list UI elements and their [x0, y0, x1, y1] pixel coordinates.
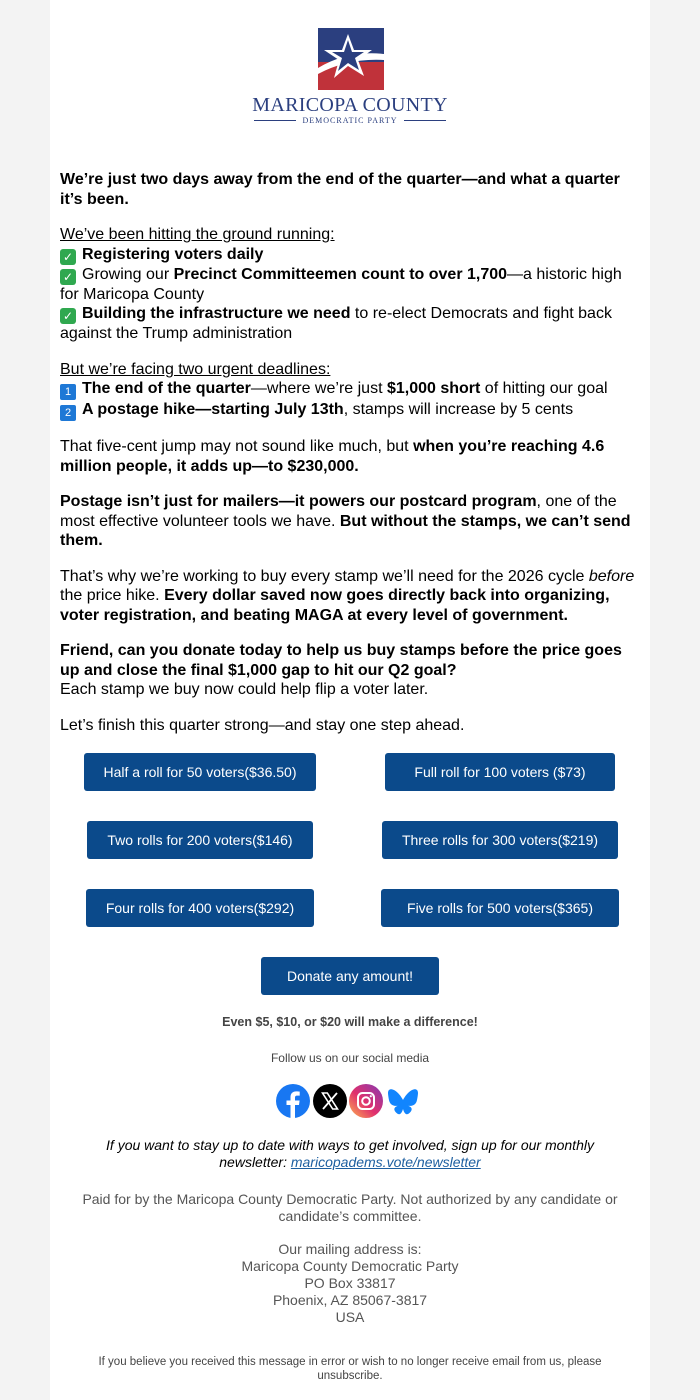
logo-name: MARICOPA COUNTY	[252, 94, 448, 116]
small-amount-note: Even $5, $10, or $20 will make a difference!	[222, 1015, 478, 1029]
closing-paragraph: Let’s finish this quarter strong—and stay one step ahead.	[60, 716, 465, 734]
address-line: Phoenix, AZ 85067-3817	[272, 1292, 428, 1308]
x-icon[interactable]	[313, 1084, 347, 1118]
intro-paragraph: We’re just two days away from the end of the quarter—and what a quarter it’s been.	[60, 171, 620, 208]
party-logo[interactable]	[250, 28, 450, 128]
check-icon: ✓	[60, 249, 76, 265]
postage-jump-paragraph: That five-cent jump may not sound like much, but when you’re reaching 4.6 million people, it adds up—to $230,000.	[60, 438, 605, 475]
newsletter-note: If you want to stay up to date with ways to get involved, sign up for our monthly newsletter: maricopadems.vote/newsletter	[106, 1137, 594, 1170]
progress-section: We’ve been hitting the ground running: ✓ Registering voters daily ✓ Growing our Precinct Committeemen count to over 1,700—a historic high for Maricopa County ✓ Building the infrastructure we need to re-elect Democrats and fight back against the Trump administration	[60, 226, 622, 342]
postcard-paragraph: Postage isn’t just for mailers—it powers our postcard program, one of the most effective volunteer tools we have. But without the stamps, we can’t send them.	[60, 493, 631, 549]
instagram-icon[interactable]	[349, 1084, 383, 1118]
stamps-paragraph: That’s why we’re working to buy every stamp we’ll need for the 2026 cycle before the price hike. Every dollar saved now goes directly back into organizing, voter registration, and beating MAGA at every level of government.	[60, 567, 635, 624]
address-line: USA	[335, 1309, 365, 1325]
unsubscribe-footer[interactable]: If you believe you received this message in error or wish to no longer receive email from us, please unsubscribe.	[98, 1356, 602, 1382]
deadlines-heading: But we’re facing two urgent deadlines:	[60, 360, 331, 378]
email-body	[60, 170, 640, 751]
email-page	[50, 0, 650, 1400]
deadline-item-2: A postage hike—starting July 13th	[82, 401, 344, 418]
paid-for-disclaimer: Paid for by the Maricopa County Democratic Party. Not authorized by any candidate or candidate’s committee.	[82, 1191, 618, 1224]
star-logo-icon	[318, 28, 384, 90]
ask-paragraph: Friend, can you donate today to help us buy stamps before the price goes up and close the final $1,000 gap to hit our Q2 goal? Each stamp we buy now could help flip a voter later.	[60, 642, 622, 698]
donate-half-roll-button[interactable]: Half a roll for 50 voters($36.50)	[84, 753, 316, 791]
check-icon: ✓	[60, 269, 76, 285]
donate-five-rolls-button[interactable]: Five rolls for 500 voters($365)	[381, 889, 619, 927]
donate-four-rolls-button[interactable]: Four rolls for 400 voters($292)	[86, 889, 314, 927]
logo-rule-right	[404, 120, 446, 121]
progress-item-1: Registering voters daily	[82, 245, 264, 263]
number-1-icon: 1	[60, 384, 76, 400]
donate-three-rolls-button[interactable]: Three rolls for 300 voters($219)	[382, 821, 618, 859]
logo-subtitle: DEMOCRATIC PARTY	[302, 116, 398, 125]
bluesky-icon[interactable]	[386, 1084, 420, 1118]
progress-item-3: Building the infrastructure we need	[82, 305, 351, 322]
address-line: PO Box 33817	[304, 1275, 396, 1291]
progress-heading: We’ve been hitting the ground running:	[60, 226, 335, 243]
donate-two-rolls-button[interactable]: Two rolls for 200 voters($146)	[87, 821, 313, 859]
number-2-icon: 2	[60, 405, 76, 421]
donate-any-amount-button[interactable]: Donate any amount!	[261, 957, 439, 995]
address-line: Maricopa County Democratic Party	[241, 1258, 459, 1274]
follow-social-label: Follow us on our social media	[270, 1051, 430, 1065]
donate-full-roll-button[interactable]: Full roll for 100 voters ($73)	[385, 753, 615, 791]
newsletter-link[interactable]: maricopadems.vote/newsletter	[290, 1154, 481, 1170]
mailing-address	[50, 1241, 650, 1326]
deadlines-section: But we’re facing two urgent deadlines: 1 The end of the quarter—where we’re just $1,000 short of hitting our goal 2 A postage hike—starting July 13th, stamps will increase by 5 cents	[60, 360, 608, 419]
facebook-icon[interactable]	[276, 1084, 310, 1118]
progress-item-2: Precinct Committeemen count to over 1,700	[173, 265, 508, 283]
check-icon: ✓	[60, 308, 76, 324]
address-line: Our mailing address is:	[278, 1241, 422, 1257]
deadline-item-1: The end of the quarter	[82, 380, 251, 397]
